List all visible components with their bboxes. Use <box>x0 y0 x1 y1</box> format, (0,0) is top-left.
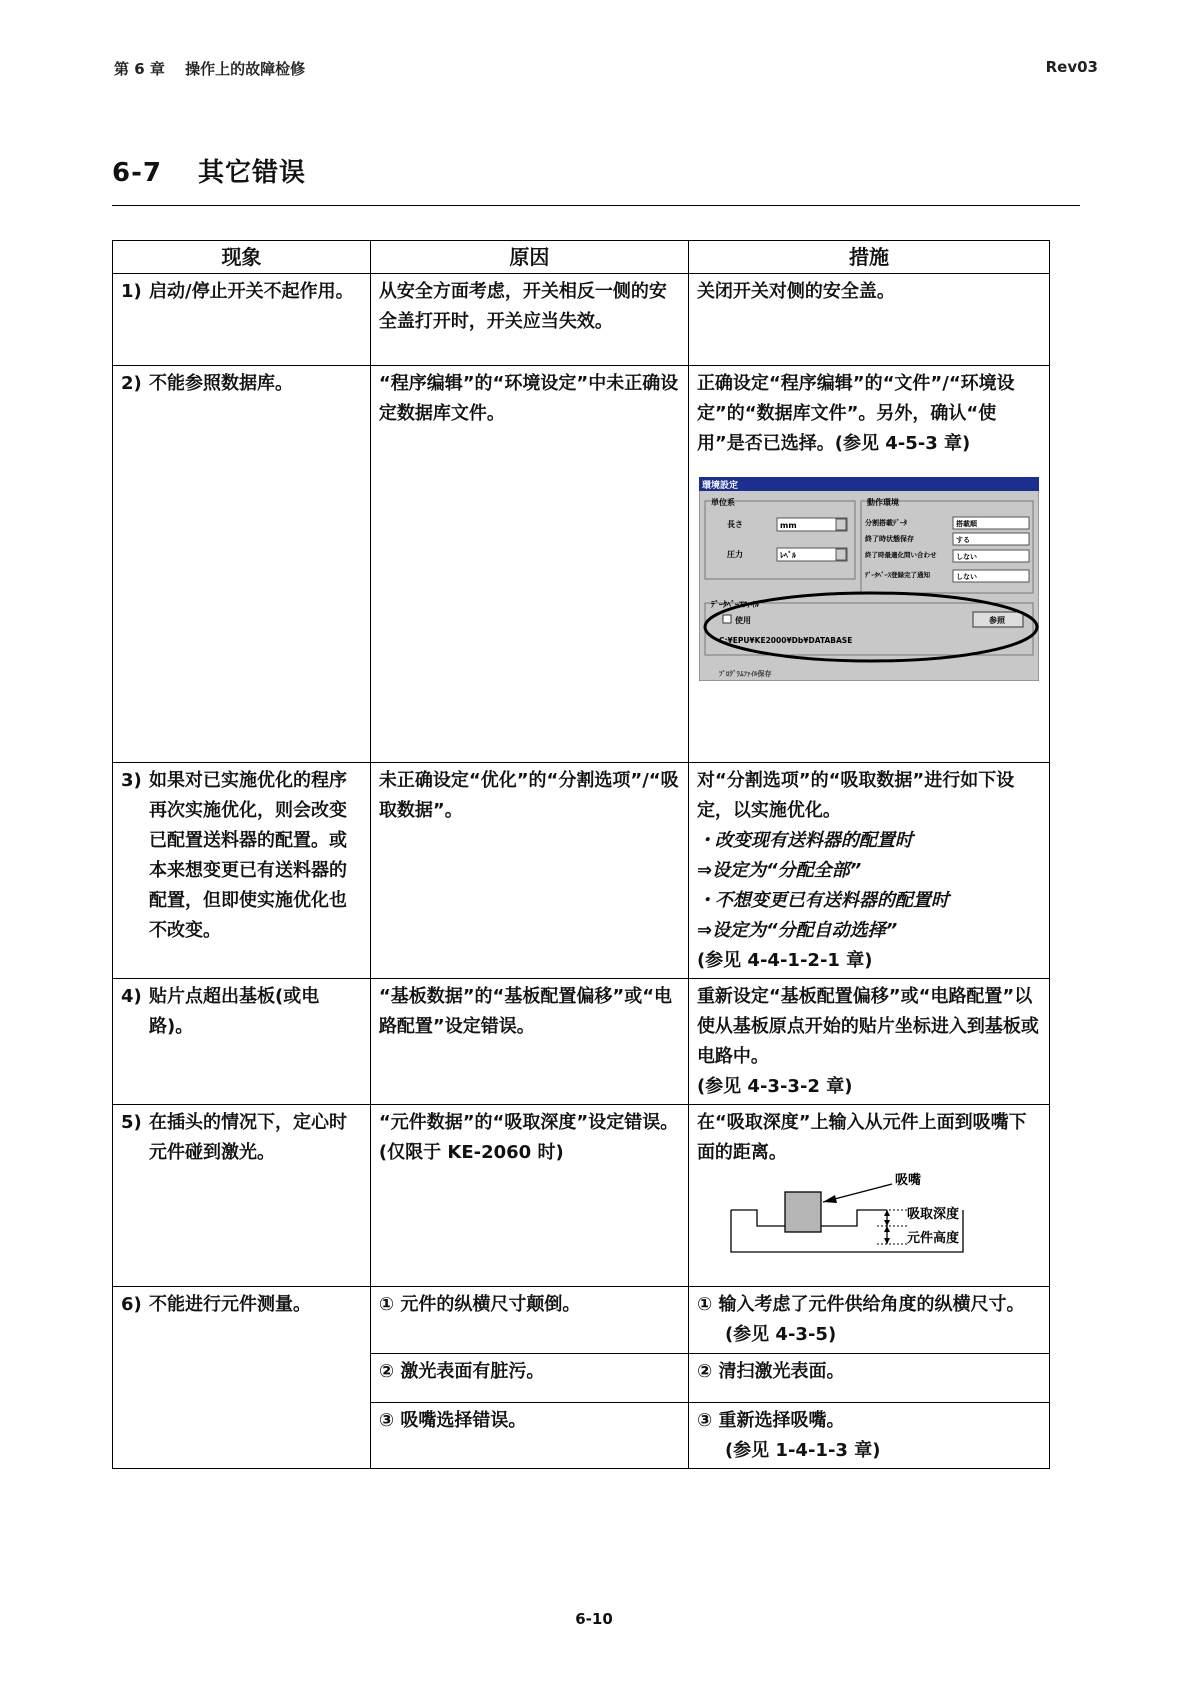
error-table <box>112 240 1050 1469</box>
action-cell <box>688 763 1049 979</box>
screenshot-svg <box>699 477 1039 681</box>
opt1-value: 搭載順 <box>955 520 977 528</box>
opt3-value: しない <box>955 553 977 561</box>
action-cell <box>688 979 1049 1105</box>
table-row <box>113 366 1050 763</box>
header-action: 措施 <box>688 241 1049 274</box>
dialog-titlebar <box>699 477 1039 491</box>
arrow-head-icon <box>823 1195 837 1203</box>
symptom-cell <box>113 1287 371 1469</box>
symptom-text: 贴片点超出基板(或电路)。 <box>149 986 320 1037</box>
arrow-up-icon <box>884 1210 890 1216</box>
table-row <box>113 1287 1050 1354</box>
action-intro: 对“分割选项”的“吸取数据”进行如下设定，以实施优化。 <box>696 770 1015 821</box>
chevron-down-icon[interactable] <box>836 549 846 560</box>
symptom-cell <box>113 979 371 1105</box>
row-number: 4) <box>121 986 142 1007</box>
action-cell <box>688 1287 1049 1354</box>
table-row <box>113 1105 1050 1287</box>
pressure-value: ﾚﾍﾞﾙ <box>779 551 796 560</box>
use-checkbox[interactable] <box>723 615 731 623</box>
title-rule <box>112 205 1080 206</box>
section-title <box>112 152 306 189</box>
action-bullet-sub: ⇒设定为“分配自动选择” <box>696 920 898 941</box>
nozzle-label: 吸嘴 <box>894 1173 921 1188</box>
table-header-row <box>113 241 1050 274</box>
depth-label: 吸取深度 <box>906 1207 959 1222</box>
action-cell <box>688 366 1049 763</box>
unit-group-label: 単位系 <box>710 498 735 507</box>
action-bullet: ・改变现有送料器的配置时 <box>696 830 913 851</box>
action-cell: 关闭开关对侧的安全盖。 <box>688 274 1049 366</box>
environment-settings-screenshot <box>699 477 1039 681</box>
action-bullet: ・不想变更已有送料器的配置时 <box>696 890 949 911</box>
symptom-text: 启动/停止开关不起作用。 <box>149 281 354 302</box>
opt2-label: 終了時状態保存 <box>864 535 914 543</box>
arrow-down-icon <box>884 1220 890 1226</box>
page-number: 6-10 <box>575 1610 613 1628</box>
row-number: 2) <box>121 373 142 394</box>
symptom-text: 如果对已实施优化的程序再次实施优化，则会改变已配置送料器的配置。或本来想变更已有送料器的配置，但即使实施优化也不改变。 <box>149 770 347 941</box>
cause-cell: ② 激光表面有脏污。 <box>370 1354 688 1403</box>
db-path: C:¥EPU¥KE2000¥Db¥DATABASE <box>718 636 853 645</box>
opt2-value: する <box>955 536 970 544</box>
arrow-down-icon <box>884 1238 890 1244</box>
dialog-title: 環境設定 <box>701 481 738 491</box>
symptom-cell <box>113 763 371 979</box>
symptom-text: 不能参照数据库。 <box>149 373 293 394</box>
action-text: ③ 重新选择吸嘴。 <box>696 1410 845 1431</box>
db-group-label: ﾃﾞｰﾀﾍﾞｰｽﾌｧｲﾙ <box>710 600 759 609</box>
row-number: 5) <box>121 1112 142 1133</box>
symptom-text: 不能进行元件测量。 <box>149 1294 311 1315</box>
length-value: mm <box>779 521 797 530</box>
action-bullet-sub: ⇒设定为“分配全部” <box>696 860 862 881</box>
component-block <box>785 1192 821 1232</box>
browse-label: 参照 <box>988 616 1005 625</box>
action-text: 在“吸取深度”上输入从元件上面到吸嘴下面的距离。 <box>696 1112 1027 1163</box>
row-number: 6) <box>121 1294 142 1315</box>
diagram-svg <box>727 1172 997 1264</box>
section-number: 6-7 <box>112 158 162 188</box>
action-reference: (参见 4-4-1-2-1 章) <box>696 950 873 971</box>
symptom-text: 在插头的情况下，定心时元件碰到激光。 <box>149 1112 347 1163</box>
action-cell <box>688 1403 1049 1469</box>
program-file-label: ﾌﾟﾛｸﾞﾗﾑﾌｧｲﾙ保存 <box>718 670 772 678</box>
cause-cell: “程序编辑”的“环境设定”中未正确设定数据库文件。 <box>370 366 688 763</box>
table-row <box>113 274 1050 366</box>
symptom-cell <box>113 366 371 763</box>
section-name: 其它错误 <box>198 158 307 188</box>
height-label: 元件高度 <box>906 1231 959 1246</box>
action-reference: (参见 1-4-1-3 章) <box>724 1440 881 1461</box>
use-label: 使用 <box>734 616 751 625</box>
cause-cell: ③ 吸嘴选择错误。 <box>370 1403 688 1469</box>
action-reference: (参见 4-3-3-2 章) <box>696 1076 853 1097</box>
env-group-label: 動作環境 <box>866 498 899 507</box>
table-row <box>113 979 1050 1105</box>
header-symptom: 现象 <box>113 241 371 274</box>
cause-cell: 未正确设定“优化”的“分割选项”/“吸取数据”。 <box>370 763 688 979</box>
cause-cell: “基板数据”的“基板配置偏移”或“电路配置”设定错误。 <box>370 979 688 1105</box>
opt4-label: ﾃﾞｰﾀﾍﾞｰｽ登録完了通知 <box>864 571 930 579</box>
cause-cell: 从安全方面考虑，开关相反一侧的安全盖打开时，开关应当失效。 <box>370 274 688 366</box>
cause-cell: “元件数据”的“吸取深度”设定错误。(仅限于 KE-2060 时) <box>370 1105 688 1287</box>
opt4-value: しない <box>955 573 977 581</box>
action-text: 重新设定“基板配置偏移”或“电路配置”以使从基板原点开始的贴片坐标进入到基板或电路中。 <box>696 986 1039 1067</box>
nozzle-depth-diagram <box>727 1172 997 1264</box>
table-row <box>113 763 1050 979</box>
header-cause: 原因 <box>370 241 688 274</box>
chapter-header: 第 6 章 操作上的故障检修 <box>114 60 306 78</box>
action-cell: ② 清扫激光表面。 <box>688 1354 1049 1403</box>
pressure-label: 圧力 <box>726 550 743 559</box>
cause-cell: ① 元件的纵横尺寸颠倒。 <box>370 1287 688 1354</box>
action-text: 正确设定“程序编辑”的“文件”/“环境设定”的“数据库文件”。另外，确认“使用”是否已选择。(参见 4-5-3 章) <box>696 373 1015 454</box>
row-number: 1) <box>121 281 142 302</box>
revision-label: Rev03 <box>1045 58 1098 76</box>
row-number: 3) <box>121 770 142 791</box>
action-cell <box>688 1105 1049 1287</box>
length-label: 長さ <box>726 520 743 529</box>
opt3-label: 終了時最適化問い合わせ <box>864 551 937 559</box>
action-text: ① 输入考虑了元件供给角度的纵横尺寸。(参见 4-3-5) <box>696 1294 1025 1345</box>
opt1-label: 分割搭載ﾃﾞｰﾀ <box>864 519 907 527</box>
arrow-up-icon <box>884 1226 890 1232</box>
symptom-cell <box>113 1105 371 1287</box>
symptom-cell <box>113 274 371 366</box>
chevron-down-icon[interactable] <box>836 519 846 530</box>
